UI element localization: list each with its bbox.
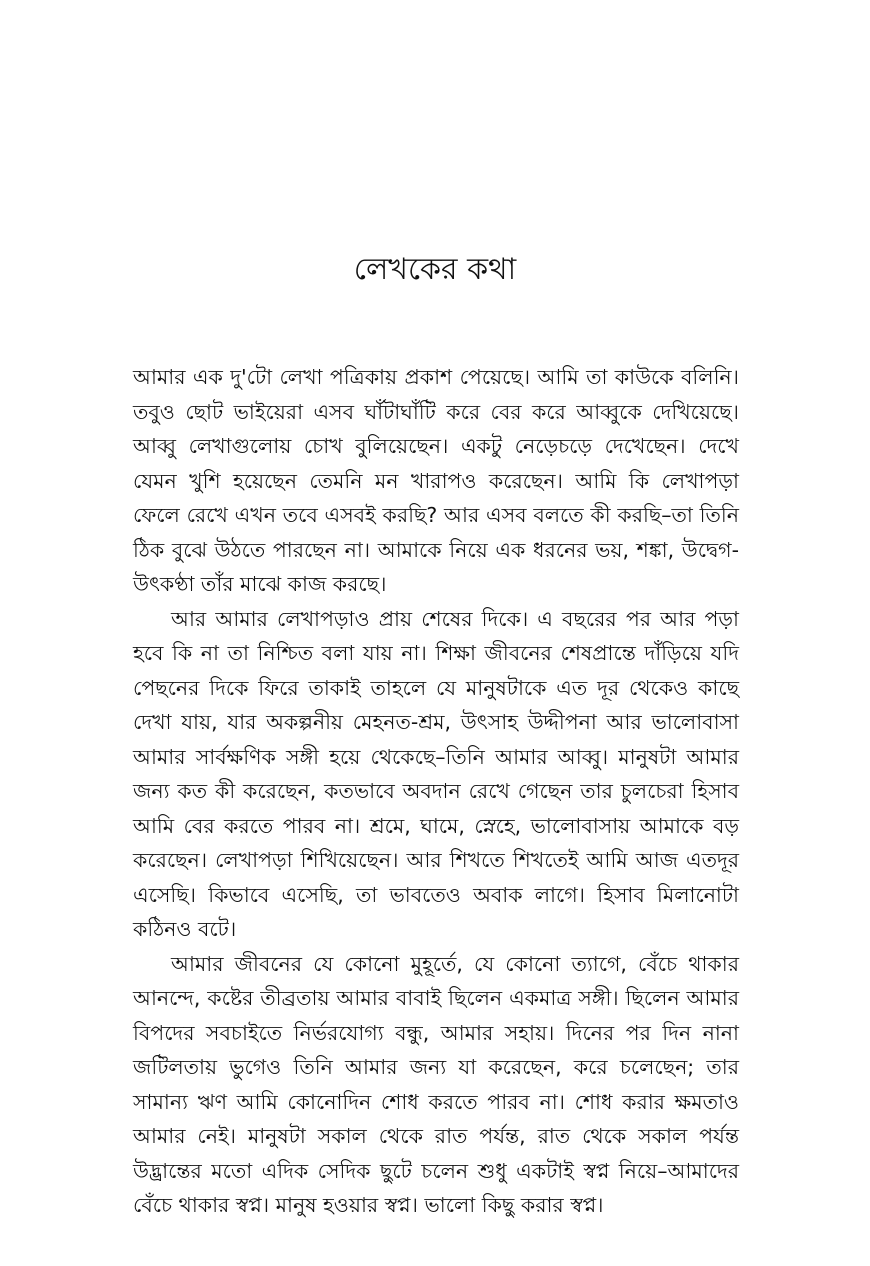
paragraph-1: আমার এক দু'টো লেখা পত্রিকায় প্রকাশ পেয়েছে। আমি তা কাউকে বলিনি। তবুও ছোট ভাইয়েরা এসব ঘাঁটাঘাঁটি করে বের করে আব্বুকে দেখিয়েছে। আব্বু লেখাগুলোয় চোখ বুলিয়েছেন। একটু নেড়েচড়ে দেখেছেন। দেখে যেমন খুশি হয়েছেন তেমনি মন খারাপও করেছেন। আমি কি লেখাপড়া ফেলে রেখে এখন তবে এসবই করছি? আর এসব বলতে কী করছি–তা তিনি ঠিক বুঝে উঠতে পারছেন না। আমাকে নিয়ে এক ধরনের ভয়, শঙ্কা, উদ্বেগ-উৎকণ্ঠা তাঁর মাঝে কাজ করছে। — [133, 365, 739, 596]
paragraph-3: আমার জীবনের যে কোনো মুহূর্তে, যে কোনো ত্যাগে, বেঁচে থাকার আনন্দে, কষ্টের তীব্রতায় আমার বাবাই ছিলেন একমাত্র সঙ্গী। ছিলেন আমার বিপদের সবচাইতে নির্ভরযোগ্য বন্ধু, আমার সহায়। দিনের পর দিন নানা জটিলতায় ভুগেও তিনি আমার জন্য যা করেছেন, করে চলেছেন; তার সামান্য ঋণ আমি কোনোদিন শোধ করতে পারব না। শোধ করার ক্ষমতাও আমার নেই। মানুষটা সকাল থেকে রাত পর্যন্ত, রাত থেকে সকাল পর্যন্ত উদ্ভ্রান্তের মতো এদিক সেদিক ছুটে চলেন শুধু একটাই স্বপ্ন নিয়ে–আমাদের বেঁচে থাকার স্বপ্ন। মানুষ হওয়ার স্বপ্ন। ভালো কিছু করার স্বপ্ন। — [133, 951, 739, 1217]
body-text — [133, 360, 739, 1223]
page-title: লেখকের কথা — [353, 252, 517, 287]
paragraph-2: আর আমার লেখাপড়াও প্রায় শেষের দিকে। এ বছরের পর আর পড়া হবে কি না তা নিশ্চিত বলা যায় না। শিক্ষা জীবনের শেষপ্রান্তে দাঁড়িয়ে যদি পেছনের দিকে ফিরে তাকাই তাহলে যে মানুষটাকে এত দূর থেকেও কাছে দেখা যায়, যার অকল্পনীয় মেহনত-শ্রম, উৎসাহ উদ্দীপনা আর ভালোবাসা আমার সার্বক্ষণিক সঙ্গী হয়ে থেকেছে–তিনি আমার আব্বু। মানুষটা আমার জন্য কত কী করেছেন, কতভাবে অবদান রেখে গেছেন তার চুলচেরা হিসাব আমি বের করতে পারব না। শ্রমে, ঘামে, স্নেহে, ভালোবাসায় আমাকে বড় করেছেন। লেখাপড়া শিখিয়েছেন। আর শিখতে শিখতেই আমি আজ এতদূর এসেছি। কিভাবে এসেছি, তা ভাবতেও অবাক লাগে। হিসাব মিলানোটা কঠিনও বটে। — [133, 606, 739, 941]
